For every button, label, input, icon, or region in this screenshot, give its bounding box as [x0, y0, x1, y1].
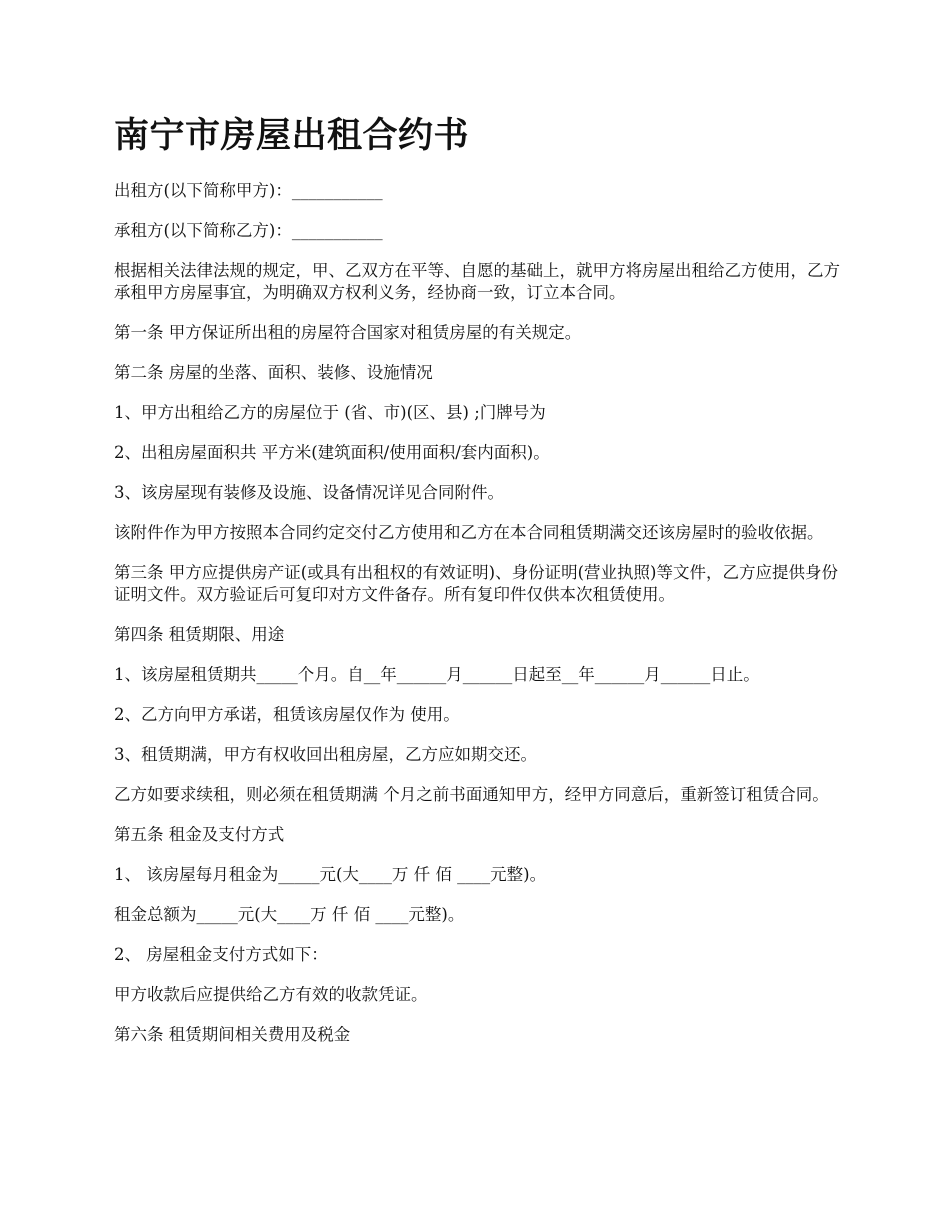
- preamble-paragraph: 根据相关法律法规的规定，甲、乙双方在平等、自愿的基础上，就甲方将房屋出租给乙方使用，乙方承租甲方房屋事宜，为明确双方权利义务，经协商一致，订立本合同。: [114, 261, 840, 302]
- article-4-item-3: 3、租赁期满，甲方有权收回出租房屋，乙方应如期交还。: [114, 745, 537, 764]
- article-6-heading: 第六条 租赁期间相关费用及税金: [114, 1025, 351, 1044]
- article-2-item-3: 3、该房屋现有装修及设施、设备情况详见合同附件。: [114, 483, 504, 502]
- article-2-item-2: 2、出租房屋面积共 平方米(建筑面积/使用面积/套内面积)。: [114, 443, 550, 462]
- article-3: 第三条 甲方应提供房产证(或具有出租权的有效证明)、身份证明(营业执照)等文件，乙方应提供身份证明文件。双方验证后可复印对方文件备存。所有复印件仅供本次租赁使用。: [114, 563, 838, 604]
- renewal-paragraph: 乙方如要求续租，则必须在租赁期满 个月之前书面通知甲方，经甲方同意后，重新签订租赁合同。: [114, 785, 829, 804]
- lessor-line: 出租方(以下简称甲方)：___________: [114, 181, 383, 200]
- article-4-item-1: 1、该房屋租赁期共_____个月。自__年______月______日起至__年______月______日止。: [114, 665, 760, 684]
- article-4-item-2: 2、乙方向甲方承诺，租赁该房屋仅作为 使用。: [114, 705, 460, 724]
- article-5-item-1: 1、 该房屋每月租金为_____元(大____万 仟 佰 ____元整)。: [114, 865, 547, 884]
- article-1: 第一条 甲方保证所出租的房屋符合国家对租赁房屋的有关规定。: [114, 323, 582, 342]
- document-title: 南宁市房屋出租合约书: [114, 116, 470, 156]
- receipt-paragraph: 甲方收款后应提供给乙方有效的收款凭证。: [114, 985, 428, 1004]
- article-5-heading: 第五条 租金及支付方式: [114, 825, 285, 844]
- article-5-item-2: 2、 房屋租金支付方式如下：: [114, 945, 328, 964]
- document-body: [114, 112, 844, 1064]
- attachment-paragraph: 该附件作为甲方按照本合同约定交付乙方使用和乙方在本合同租赁期满交还该房屋时的验收依据。: [114, 523, 824, 542]
- total-rent-line: 租金总额为_____元(大____万 仟 佰 ____元整)。: [114, 905, 465, 924]
- article-4-heading: 第四条 租赁期限、用途: [114, 625, 285, 644]
- lessee-line: 承租方(以下简称乙方)：___________: [114, 221, 383, 240]
- article-2-item-1: 1、甲方出租给乙方的房屋位于 (省、市)(区、县) ;门牌号为: [114, 403, 546, 422]
- article-2-heading: 第二条 房屋的坐落、面积、装修、设施情况: [114, 363, 433, 382]
